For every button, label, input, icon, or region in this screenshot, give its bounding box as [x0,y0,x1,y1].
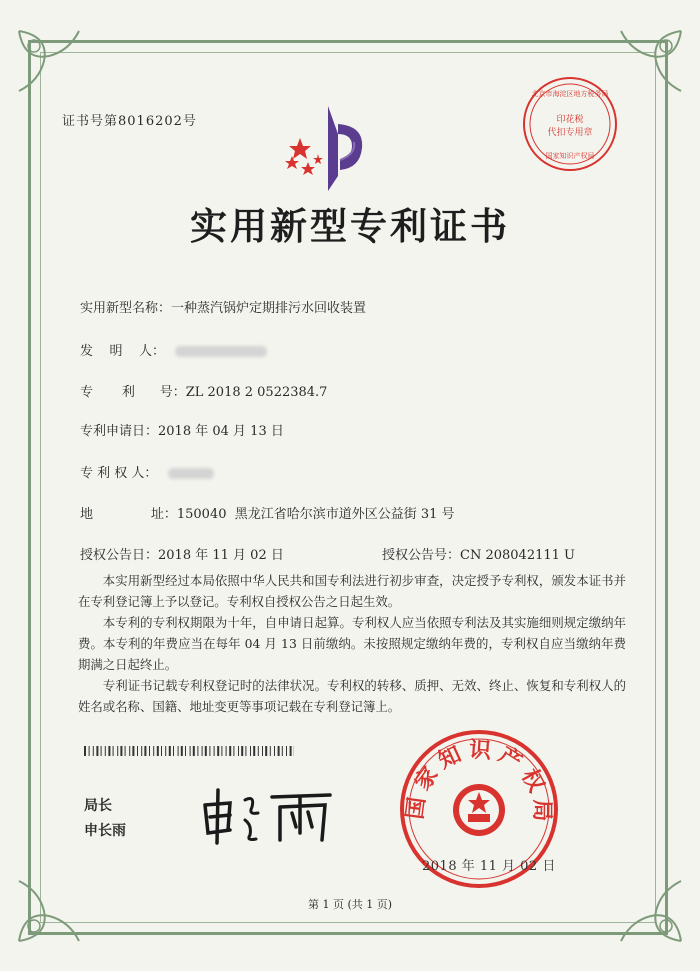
patentee-row [80,462,214,481]
utility-name-label: 实用新型名称： [80,301,172,316]
director-title: 局长 [84,798,112,814]
patent-number-label: 专 利 号： [80,385,186,400]
body-paragraph-3: 专利证书记载专利权登记时的法律状况。专利权的转移、质押、无效、终止、恢复和专利权人的姓名或名称、国籍、地址变更等事项记载在专利登记簿上。 [78,678,626,714]
certificate-number: 证书号第8016202号 [62,114,197,129]
svg-text:国家知识产权局: 国家知识产权局 [545,152,595,160]
grant-date-value: 2018 年 11 月 02 日 [158,548,284,563]
address-value: 150040 黑龙江省哈尔滨市道外区公益街 31 号 [176,507,455,522]
handwritten-signature [200,785,340,845]
seal-date: 2018 年 11 月 02 日 [422,859,556,874]
grant-number-row [382,544,575,563]
director-name: 申长雨 [84,823,126,839]
utility-name-value: 一种蒸汽锅炉定期排污水回收装置 [171,301,367,316]
utility-name-row [80,297,366,316]
filing-date-row [80,420,284,439]
body-paragraph-1: 本实用新型经过本局依照中华人民共和国专利法进行初步审查，决定授予专利权，颁发本证书并在专利登记簿上予以登记。专利权自授权公告之日起生效。 [78,573,626,609]
grant-number-label: 授权公告号： [382,548,461,563]
address-row [80,503,455,522]
grant-date-row [80,544,284,563]
grant-date-label: 授权公告日： [80,548,159,563]
certificate-title: 实用新型专利证书 [190,204,510,248]
patentee-value-redacted [168,468,214,479]
patent-number-row [80,381,327,400]
inventor-row [80,340,267,359]
page-indicator: 第 1 页 (共 1 页) [307,898,393,911]
patent-office-logo-icon [282,96,382,196]
barcode [84,746,294,756]
svg-text:北京市海淀区地方税务局: 北京市海淀区地方税务局 [531,90,609,98]
filing-date-label: 专利申请日： [80,424,159,439]
svg-text:代扣专用章: 代扣专用章 [547,128,593,138]
inventor-value-redacted [175,346,267,357]
inventor-label: 发 明 人： [80,344,166,359]
patent-number-value: ZL 2018 2 0522384.7 [185,385,328,400]
body-paragraph-2: 本专利的专利权期限为十年，自申请日起算。专利权人应当依照专利法及其实施细则规定缴纳年费。本专利的年费应当在每年 04 月 13 日前缴纳。未按照规定缴纳年费的，专利权自应当缴纳年费期满之日起终止。 [78,615,626,672]
patentee-label: 专 利 权 人： [80,466,158,481]
address-label: 地 址： [80,507,177,522]
grant-number-value: CN 208042111 U [460,548,575,563]
corner-ornament-top-right [616,26,686,96]
filing-date-value: 2018 年 04 月 13 日 [158,424,284,439]
svg-text:国家知识产权局: 国家知识产权局 [401,736,556,828]
tax-seal-stamp [520,74,620,174]
corner-ornament-top-left [14,26,84,96]
certificate-body [78,570,626,717]
svg-text:印花税: 印花税 [556,115,584,125]
